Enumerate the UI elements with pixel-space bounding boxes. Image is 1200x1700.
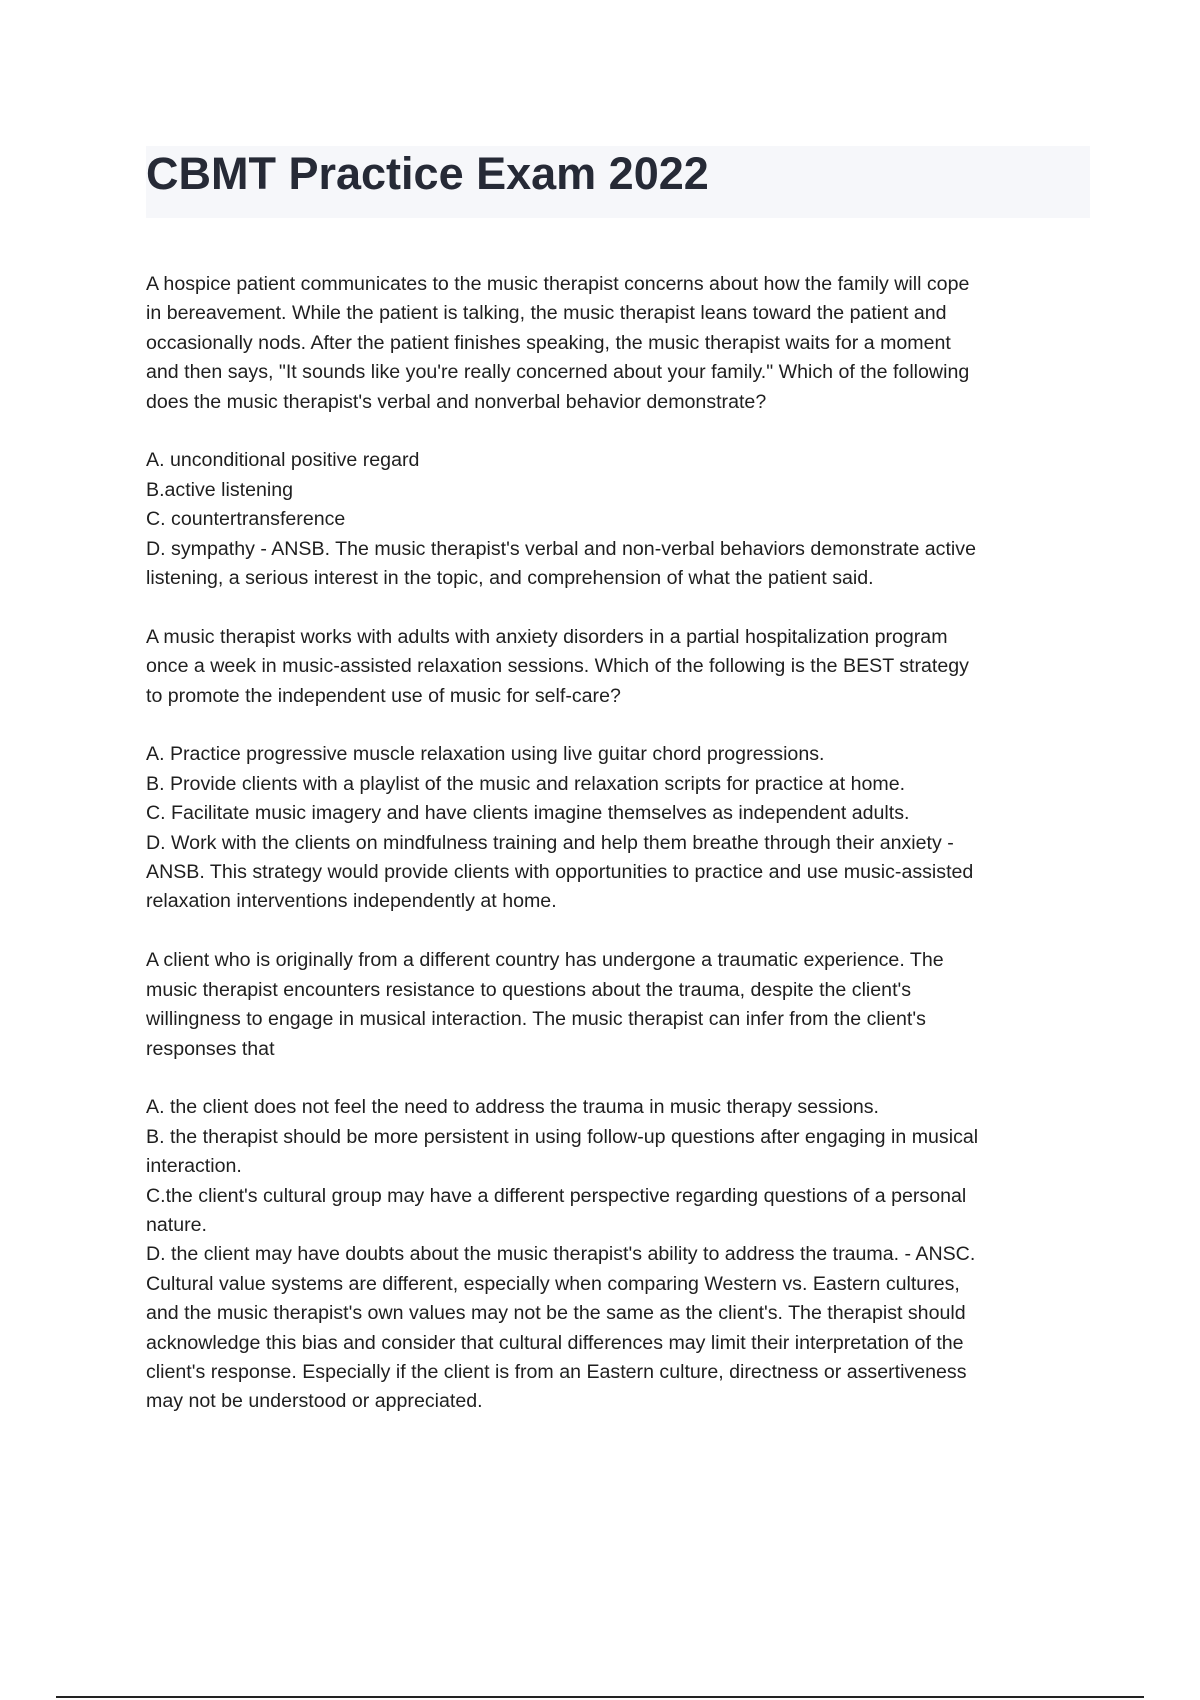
option-line: A. unconditional positive regard [146,449,420,472]
option-line: B.active listening [146,478,294,501]
option-line: client's response. Especially if the client is from an Eastern culture, directness or assertiveness [146,1360,967,1383]
option-line: acknowledge this bias and consider that cultural differences may limit their interpretation of the [146,1331,964,1354]
text-line: A client who is originally from a different country has undergone a traumatic experience. The [146,949,944,972]
option-line: and the music therapist's own values may not be the same as the client's. The therapist should [146,1302,966,1325]
footer-divider [56,1696,1144,1698]
answer-options [146,446,1096,593]
answer-options [146,1093,1096,1416]
option-line: B. the therapist should be more persistent in using follow-up questions after engaging in musical [146,1125,979,1148]
document-body [146,270,1096,1417]
text-line: and then says, "It sounds like you're really concerned about your family." Which of the following [146,361,970,384]
option-line: C. Facilitate music imagery and have clients imagine themselves as independent adults. [146,802,910,825]
option-line: A. the client does not feel the need to address the trauma in music therapy sessions. [146,1096,880,1119]
option-line: may not be understood or appreciated. [146,1390,483,1413]
text-line: responses that [146,1037,275,1060]
option-line: D. the client may have doubts about the music therapist's ability to address the trauma. - ANSC. [146,1243,976,1266]
question-block-3 [146,946,1096,1416]
option-line: interaction. [146,1155,242,1178]
question-block-2 [146,623,1096,917]
text-line: once a week in music-assisted relaxation sessions. Which of the following is the BEST strategy [146,655,969,678]
option-line: Cultural value systems are different, especially when comparing Western vs. Eastern cultures, [146,1272,960,1295]
text-line: A music therapist works with adults with anxiety disorders in a partial hospitalization program [146,625,948,648]
paragraph-spacer [146,593,1096,622]
option-line: relaxation interventions independently at home. [146,890,557,913]
option-line: D. Work with the clients on mindfulness training and help them breathe through their anxiety - [146,831,954,854]
page-title: CBMT Practice Exam 2022 [146,148,709,199]
paragraph-spacer [146,917,1096,946]
text-line: A hospice patient communicates to the music therapist concerns about how the family will cope [146,273,970,295]
text-line: occasionally nods. After the patient finishes speaking, the music therapist waits for a moment [146,331,951,354]
text-line: does the music therapist's verbal and nonverbal behavior demonstrate? [146,390,767,413]
text-line: to promote the independent use of music for self-care? [146,684,621,707]
text-line: willingness to engage in musical interaction. The music therapist can infer from the client's [146,1008,926,1031]
option-line: C.the client's cultural group may have a different perspective regarding questions of a personal [146,1184,967,1207]
question-stem [146,623,1096,711]
question-stem [146,270,1096,417]
question-block-1 [146,270,1096,593]
option-line: B. Provide clients with a playlist of the music and relaxation scripts for practice at home. [146,772,906,795]
option-line: nature. [146,1213,208,1236]
answer-options [146,740,1096,916]
text-line: in bereavement. While the patient is talking, the music therapist leans toward the patient and [146,302,947,325]
option-line: ANSB. This strategy would provide clients with opportunities to practice and use music-assisted [146,861,974,884]
text-line: music therapist encounters resistance to questions about the trauma, despite the client's [146,978,912,1001]
option-line: D. sympathy - ANSB. The music therapist's verbal and non-verbal behaviors demonstrate active [146,537,976,560]
option-line: listening, a serious interest in the topic, and comprehension of what the patient said. [146,567,874,590]
question-stem [146,946,1096,1064]
option-line: C. countertransference [146,508,346,531]
option-line: A. Practice progressive muscle relaxation using live guitar chord progressions. [146,743,825,766]
